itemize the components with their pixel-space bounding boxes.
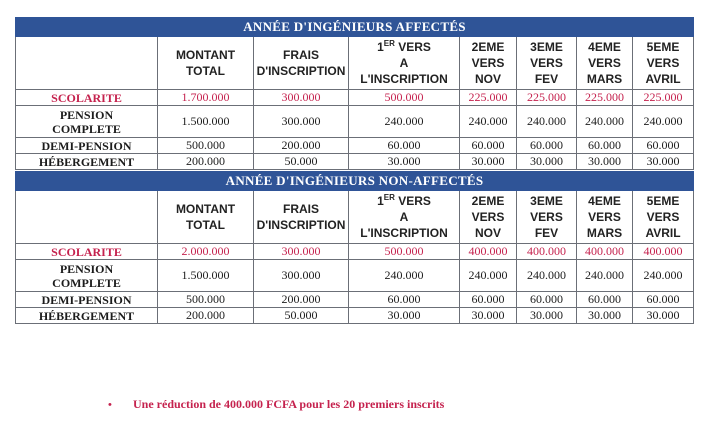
cell-5eme-vers: 30.000 (633, 154, 694, 170)
table-row-hebergement (16, 308, 694, 324)
cell-1er-vers: 500.000 (349, 244, 460, 260)
cell-1er-vers: 60.000 (349, 138, 460, 154)
header-empty-cell (16, 191, 158, 244)
header-empty-cell (16, 37, 158, 90)
cell-montant-total: 500.000 (158, 292, 254, 308)
cell-5eme-vers: 400.000 (633, 244, 694, 260)
cell-frais-inscription: 300.000 (254, 90, 349, 106)
header-4eme-vers: 4EME VERS MARS (577, 37, 633, 90)
cell-1er-vers: 240.000 (349, 260, 460, 292)
row-label: DEMI-PENSION (16, 138, 158, 154)
cell-4eme-vers: 400.000 (577, 244, 633, 260)
cell-2eme-vers: 240.000 (460, 260, 517, 292)
cell-montant-total: 1.700.000 (158, 90, 254, 106)
cell-montant-total: 200.000 (158, 154, 254, 170)
row-label: HÉBERGEMENT (16, 154, 158, 170)
cell-montant-total: 1.500.000 (158, 106, 254, 138)
cell-1er-vers: 30.000 (349, 308, 460, 324)
cell-montant-total: 1.500.000 (158, 260, 254, 292)
cell-3eme-vers: 60.000 (517, 292, 577, 308)
header-1er-vers: 1ER VERS A L'INSCRIPTION (349, 191, 460, 244)
cell-montant-total: 200.000 (158, 308, 254, 324)
header-1er-vers: 1ER VERS A L'INSCRIPTION (349, 37, 460, 90)
cell-1er-vers: 240.000 (349, 106, 460, 138)
cell-4eme-vers: 225.000 (577, 90, 633, 106)
cell-3eme-vers: 30.000 (517, 308, 577, 324)
section-title-non-affectes: ANNÉE D'INGÉNIEURS NON-AFFECTÉS (16, 172, 694, 191)
cell-5eme-vers: 60.000 (633, 138, 694, 154)
cell-4eme-vers: 60.000 (577, 138, 633, 154)
header-montant-total: MONTANT TOTAL (158, 191, 254, 244)
cell-frais-inscription: 200.000 (254, 138, 349, 154)
cell-3eme-vers: 60.000 (517, 138, 577, 154)
cell-3eme-vers: 30.000 (517, 154, 577, 170)
cell-5eme-vers: 240.000 (633, 260, 694, 292)
header-montant-total: MONTANT TOTAL (158, 37, 254, 90)
cell-montant-total: 500.000 (158, 138, 254, 154)
cell-2eme-vers: 240.000 (460, 106, 517, 138)
table-row-demi-pension (16, 292, 694, 308)
header-5eme-vers: 5EME VERS AVRIL (633, 191, 694, 244)
header-row (16, 37, 694, 90)
cell-5eme-vers: 60.000 (633, 292, 694, 308)
cell-frais-inscription: 50.000 (254, 308, 349, 324)
cell-4eme-vers: 240.000 (577, 260, 633, 292)
row-label: HÉBERGEMENT (16, 308, 158, 324)
cell-1er-vers: 60.000 (349, 292, 460, 308)
cell-2eme-vers: 60.000 (460, 292, 517, 308)
discount-note-text: Une réduction de 400.000 FCFA pour les 20 premiers inscrits (133, 397, 445, 411)
header-5eme-vers: 5EME VERS AVRIL (633, 37, 694, 90)
table-row-scolarite (16, 244, 694, 260)
cell-1er-vers: 30.000 (349, 154, 460, 170)
table-row-demi-pension (16, 138, 694, 154)
header-2eme-vers: 2EME VERS NOV (460, 37, 517, 90)
cell-3eme-vers: 240.000 (517, 260, 577, 292)
cell-frais-inscription: 200.000 (254, 292, 349, 308)
header-row (16, 191, 694, 244)
bullet-icon: • (108, 399, 112, 411)
cell-4eme-vers: 30.000 (577, 154, 633, 170)
table-row-scolarite (16, 90, 694, 106)
header-frais-inscription: FRAIS D'INSCRIPTION (254, 37, 349, 90)
header-2eme-vers: 2EME VERS NOV (460, 191, 517, 244)
row-label: SCOLARITE (16, 244, 158, 260)
table-row-hebergement (16, 154, 694, 170)
row-label: SCOLARITE (16, 90, 158, 106)
cell-2eme-vers: 225.000 (460, 90, 517, 106)
cell-montant-total: 2.000.000 (158, 244, 254, 260)
cell-4eme-vers: 240.000 (577, 106, 633, 138)
header-3eme-vers: 3EME VERS FEV (517, 191, 577, 244)
cell-4eme-vers: 60.000 (577, 292, 633, 308)
cell-2eme-vers: 400.000 (460, 244, 517, 260)
row-label: PENSION COMPLETE (16, 106, 158, 138)
section-title-affectes: ANNÉE D'INGÉNIEURS AFFECTÉS (16, 18, 694, 37)
header-frais-inscription: FRAIS D'INSCRIPTION (254, 191, 349, 244)
cell-2eme-vers: 30.000 (460, 154, 517, 170)
cell-2eme-vers: 60.000 (460, 138, 517, 154)
fees-table-affectes (15, 17, 694, 170)
cell-5eme-vers: 30.000 (633, 308, 694, 324)
cell-3eme-vers: 225.000 (517, 90, 577, 106)
cell-4eme-vers: 30.000 (577, 308, 633, 324)
cell-3eme-vers: 400.000 (517, 244, 577, 260)
cell-frais-inscription: 300.000 (254, 244, 349, 260)
cell-5eme-vers: 225.000 (633, 90, 694, 106)
row-label: DEMI-PENSION (16, 292, 158, 308)
table-row-pension-complete (16, 260, 694, 292)
cell-2eme-vers: 30.000 (460, 308, 517, 324)
cell-5eme-vers: 240.000 (633, 106, 694, 138)
cell-frais-inscription: 50.000 (254, 154, 349, 170)
fees-table-non-affectes (15, 171, 694, 324)
row-label: PENSION COMPLETE (16, 260, 158, 292)
header-4eme-vers: 4EME VERS MARS (577, 191, 633, 244)
discount-note (108, 397, 444, 412)
header-3eme-vers: 3EME VERS FEV (517, 37, 577, 90)
cell-frais-inscription: 300.000 (254, 106, 349, 138)
cell-3eme-vers: 240.000 (517, 106, 577, 138)
cell-frais-inscription: 300.000 (254, 260, 349, 292)
cell-1er-vers: 500.000 (349, 90, 460, 106)
table-row-pension-complete (16, 106, 694, 138)
